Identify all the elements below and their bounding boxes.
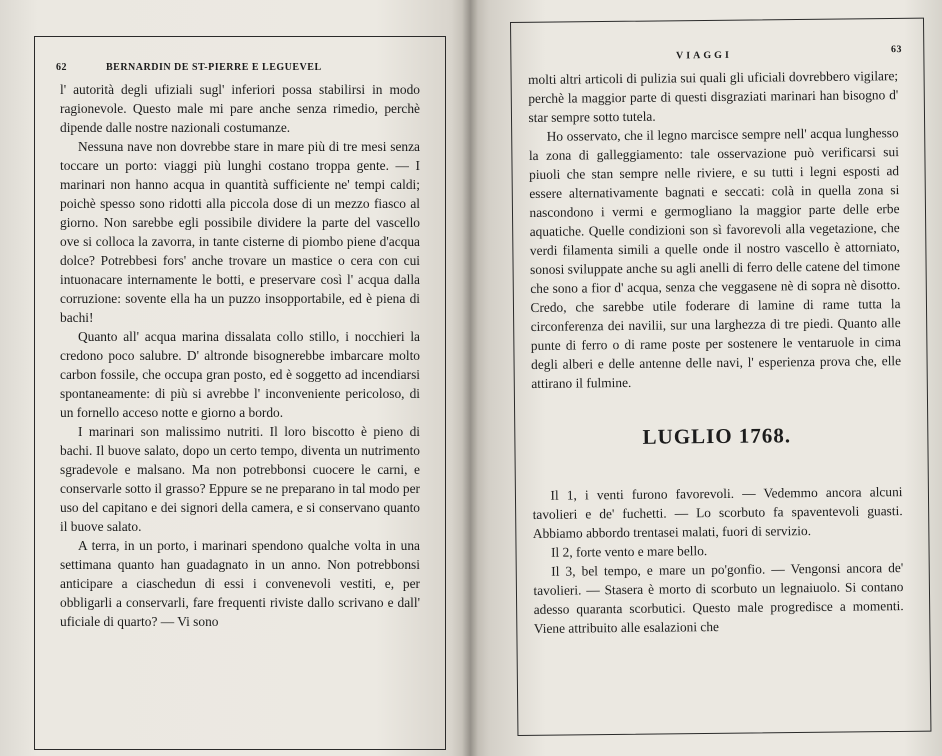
body-text — [528, 66, 904, 638]
book-gutter — [462, 0, 478, 756]
page-number: 63 — [890, 44, 903, 56]
paragraph: Nessuna nave non dovrebbe stare in mare più di tre mesi senza toccare un porto: viaggi più lunghi costano troppa gente. — I marinari non hanno acqua in quantità sufficiente ne' tempi caldi; poichè spesso sono ridotti alla piccola dose di un mezzo fiasco al giorno. Non sarebbe egli possibile dividere la parte del vascello ove si colloca la zavorra, in tante cisterne di piombo piene d'acqua dolce? Potrebbesi fors' anche trovare un mastice o cera con cui intuonacare internamente le botti, e preservare così l' acqua dalla corruzione: sovente ella ha un puzzo insopportabile, ed è piena di bachi! — [60, 139, 420, 325]
paragraph: A terra, in un porto, i marinari spendono qualche volta in una settimana quanto han guadagnato in un anno. Non potrebbonsi anticipare a ciaschedun di essi i convenevoli vestiti, e, per obbligarli a conservarli, fare frequenti riviste dallo scrivano e dall' uficiale di quarto? — Vi sono — [60, 538, 420, 629]
right-page — [470, 0, 942, 756]
page-number: 62 — [56, 62, 67, 73]
running-head-title: BERNARDIN DE ST-PIERRE E LEGUEVEL — [106, 62, 322, 73]
running-head-title: VIAGGI — [675, 49, 732, 62]
paragraph: Il 1, i venti furono favorevoli. — Vedemmo ancora alcuni tavolieri e de' fuchetti. — Lo scorbuto fa spaventevoli guasti. Abbiamo abbordo trentasei malati, fuori di servizio. — [532, 484, 903, 541]
paragraph: l' autorità degli ufiziali sugl' inferiori possa stabilirsi in modo ragionevole. Questo male mi pare anche senza rimedio, perchè dipende dalle nostre nazionali costumanze. — [60, 82, 420, 135]
paragraph: I marinari son malissimo nutriti. Il loro biscotto è pieno di bachi. Il buove salato, dopo un certo tempo, diventa un nutrimento sgradevole e malsano. Ma non potrebbonsi cuocere le carni, e conservarle sotto il grasso? Eppure se ne preparano in tal modo per uso del capitano e dei signori della camera, e si conservano quanto il buove salato. — [60, 424, 420, 534]
paragraph: Quanto all' acqua marina dissalata collo stillo, i nocchieri la credono poco salubre. D' altronde bisognerebbe imbarcare molto carbon fossile, che occupa gran posto, ed è soggetto ad incendiarsi spontaneamente: di più si avrebbe l' inconveniente pericoloso, di un fornello acceso notte e giorno a bordo. — [60, 329, 420, 420]
paragraph: Il 2, forte vento e mare bello. — [550, 543, 708, 560]
paragraph: Ho osservato, che il legno marcisce sempre nell' acqua lunghesso la zona di galleggiamento: tale osservazione può verificarsi sui piuoli che stan sempre nelle riviere, e su tutti i legni esposti ad essere alternativamente bagnati e seccati: colà in quella zona si nascondono i vermi e germogliano la maggior parte delle erbe aquatiche. Quelle condizioni son sì favorevoli alla vegetazione, che verdi filamenta simili a quelle onde il nostro vascello è attorniato, sonosi sviluppate anche su agli anelli di ferro delle catene del timone che sono a fior d' acqua, senza che veggasene nè di sopra nè disotto. Credo, che sarebbe utile foderare di lamine di rame tutta la circonferenza dei navilii, sur una larghezza di tre piedi. Quanto alle punte di ferro o di rame poste per sostenere le ventaruole in cima degli alberi e delle antenne delle navi, l' esperienza prova che, elle attirano il fulmine. — [528, 125, 902, 391]
body-text — [60, 80, 420, 631]
paragraph: Il 3, bel tempo, e mare un po'gonfio. — Vengonsi ancora de' tavolieri. — Stasera è morto di scorbuto un legnaiuolo. Si contano adesso quaranta scorbutici. Questo male progredisce a momenti. Viene attribuito alle esalazioni che — [533, 560, 904, 636]
running-header — [52, 62, 432, 80]
left-page — [0, 0, 470, 756]
paragraph: molti altri articoli di pulizia sui quali gli uficiali dovrebbero vigilare; perchè la maggior parte di questi disgraziati marinari han bisogno d' star sempre sotto tutela. — [528, 68, 899, 125]
section-title: LUGLIO 1768. — [642, 423, 792, 449]
